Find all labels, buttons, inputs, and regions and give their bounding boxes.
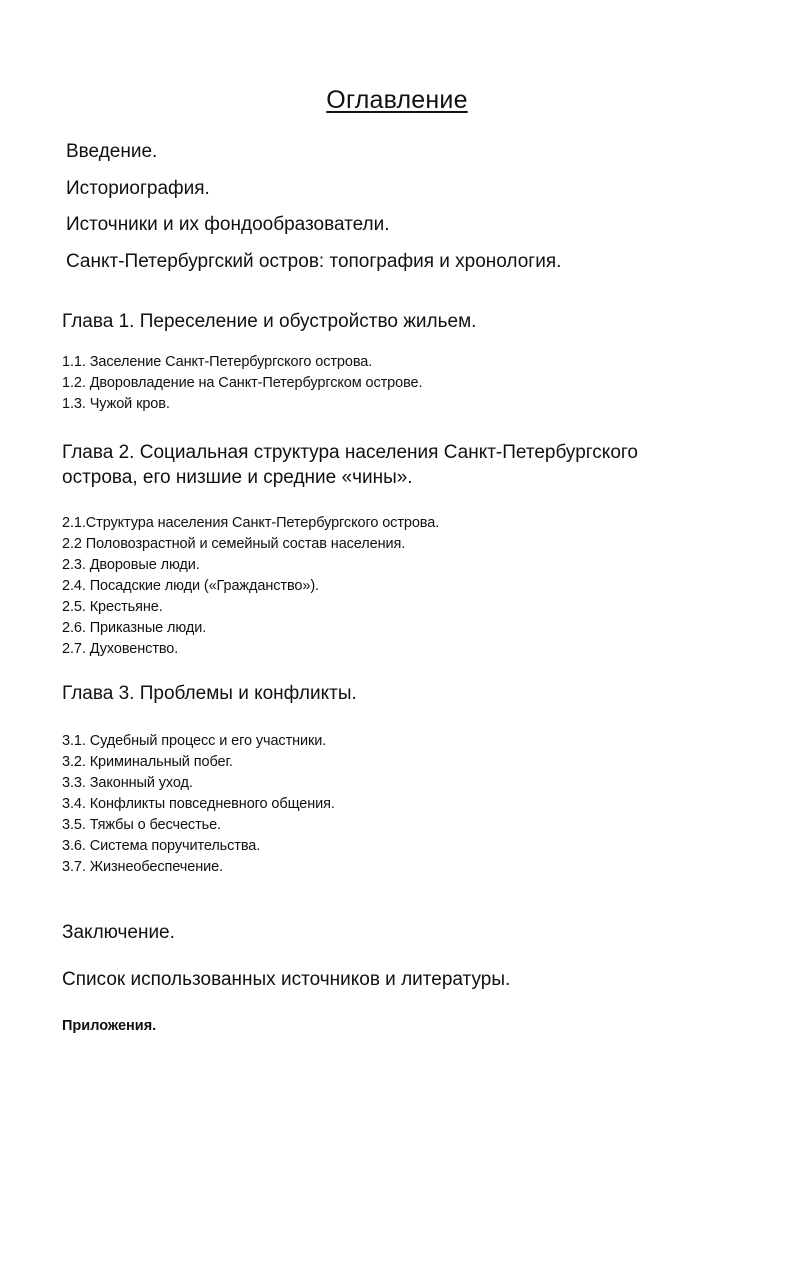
toc-entry-introduction: Введение. [66,141,158,162]
chapter-2-heading [62,440,722,490]
toc-entry-topography: Санкт-Петербургский остров: топография и хронология. [66,251,562,272]
section-2-2: 2.2 Половозрастной и семейный состав населения. [62,536,406,552]
section-3-3: 3.3. Законный уход. [62,775,193,791]
chapter-2-heading-line-1: Глава 2. Социальная структура населения Санкт-Петербургского [62,442,638,463]
section-1-2: 1.2. Дворовладение на Санкт-Петербургском острове. [62,375,423,391]
section-3-2: 3.2. Криминальный побег. [62,754,233,770]
section-2-6: 2.6. Приказные люди. [62,620,207,636]
chapter-1-heading: Глава 1. Переселение и обустройство жильем. [62,311,477,332]
chapter-3-sections [62,731,335,878]
section-2-3: 2.3. Дворовые люди. [62,557,200,573]
chapter-2-heading-line-2: острова, его низшие и средние «чины». [62,467,413,488]
section-2-1: 2.1.Структура населения Санкт-Петербургского острова. [62,515,440,531]
section-2-7: 2.7. Духовенство. [62,641,179,657]
section-1-3: 1.3. Чужой кров. [62,396,170,412]
section-3-1: 3.1. Судебный процесс и его участники. [62,733,327,749]
section-2-5: 2.5. Крестьяне. [62,599,163,615]
toc-entry-appendix: Приложения. [62,1018,157,1034]
section-3-7: 3.7. Жизнеобеспечение. [62,859,223,875]
toc-entry-conclusion: Заключение. [62,922,175,943]
chapter-2-sections [62,513,439,660]
section-3-4: 3.4. Конфликты повседневного общения. [62,796,335,812]
page-title: Оглавление [326,86,468,114]
section-1-1: 1.1. Заселение Санкт-Петербургского острова. [62,354,373,370]
section-3-6: 3.6. Система поручительства. [62,838,261,854]
section-3-5: 3.5. Тяжбы о бесчестье. [62,817,221,833]
toc-entry-sources: Источники и их фондообразователи. [66,214,390,235]
section-2-4: 2.4. Посадские люди («Гражданство»). [62,578,319,594]
toc-entry-historiography: Историография. [66,178,210,199]
toc-entry-bibliography: Список использованных источников и литературы. [62,969,511,990]
chapter-1-sections [62,352,422,415]
chapter-3-heading: Глава 3. Проблемы и конфликты. [62,683,357,704]
